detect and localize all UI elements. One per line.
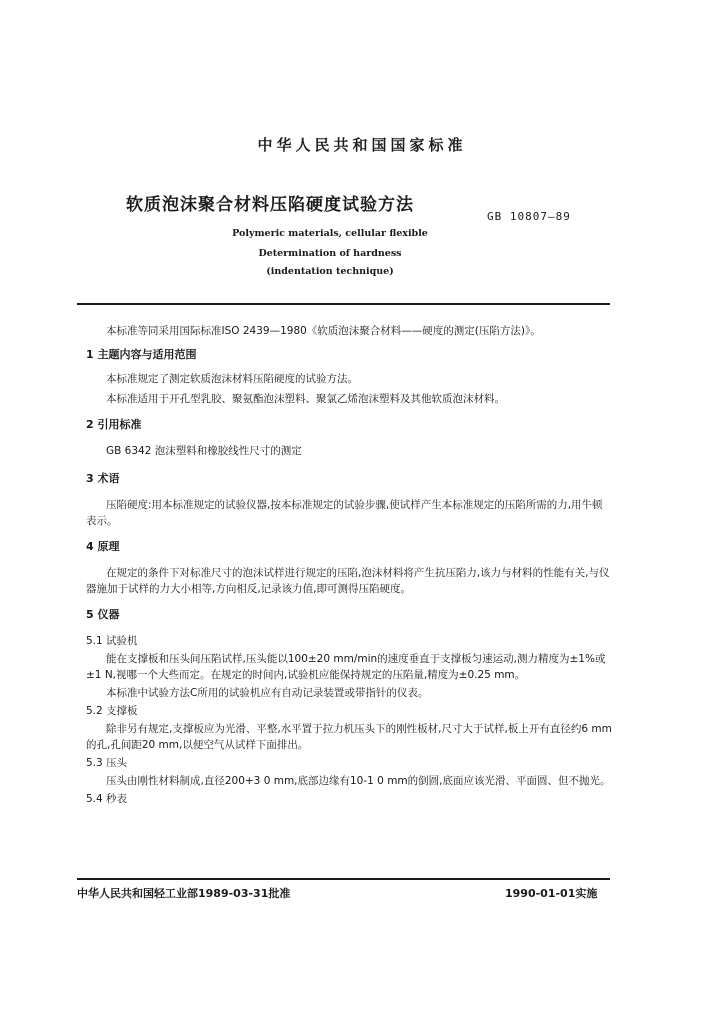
top-divider [77, 303, 610, 305]
english-title-line-1: Polymeric materials, cellular flexible [232, 228, 428, 239]
intro-paragraph: 本标准等同采用国际标准ISO 2439—1980《软质泡沫聚合材料——硬度的测定(压陷方法)》。 [106, 325, 541, 337]
section-5-1-heading: 5.1 试验机 [86, 635, 138, 647]
document-title: 软质泡沫聚合材料压陷硬度试验方法 [126, 195, 414, 215]
section-2-paragraph: GB 6342 泡沫塑料和橡胶线性尺寸的测定 [106, 445, 302, 457]
standard-code: GB 10807—89 [487, 210, 571, 223]
section-5-4-heading: 5.4 秒表 [86, 793, 128, 805]
section-5-3-heading: 5.3 压头 [86, 757, 128, 769]
english-title-line-2: Determination of hardness [258, 248, 402, 259]
section-1-heading: 1 主题内容与适用范围 [86, 348, 197, 361]
section-5-2-heading: 5.2 支撑板 [86, 705, 138, 717]
section-1-paragraph-1: 本标准规定了测定软质泡沫材料压陷硬度的试验方法。 [106, 373, 358, 385]
section-5-3-paragraph: 压头由刚性材料制成,直径200+3 0 mm,底部边缘有10-1 0 mm的倒圆,底面应该光滑、平面圆、但不抛光。 [106, 775, 611, 787]
section-4-paragraph: 在规定的条件下对标准尺寸的泡沫试样进行规定的压陷,泡沫材料将产生抗压陷力,该力与材料的性能有关,与仪器施加于试样的力大小相等,方向相反,记录该力值,即可测得压陷硬度。 [86, 567, 610, 595]
section-5-heading: 5 仪器 [86, 608, 120, 621]
bottom-divider [77, 878, 610, 880]
section-5-2-paragraph: 除非另有规定,支撑板应为光滑、平整,水平置于拉力机压头下的刚性板材,尺寸大于试样,板上开有直径约6 mm的孔,孔间距20 mm,以便空气从试样下面排出。 [86, 723, 612, 751]
document-body [86, 323, 612, 807]
section-4-heading: 4 原理 [86, 540, 120, 553]
section-2-heading: 2 引用标准 [86, 418, 142, 431]
national-standard-heading: 中华人民共和国国家标准 [257, 136, 467, 154]
section-3-paragraph: 压陷硬度:用本标准规定的试验仪器,按本标准规定的试验步骤,使试样产生本标准规定的压陷所需的力,用牛顿表示。 [86, 499, 603, 527]
section-3-heading: 3 术语 [86, 472, 120, 485]
implementation-date: 1990-01-01实施 [505, 887, 598, 900]
approval-date: 中华人民共和国轻工业部1989-03-31批准 [77, 887, 291, 900]
section-5-1-paragraph-2: 本标准中试验方法C所用的试验机应有自动记录装置或带指针的仪表。 [106, 687, 429, 699]
english-title-line-3: (indentation technique) [266, 266, 394, 277]
section-5-1-paragraph-1: 能在支撑板和压头间压陷试样,压头能以100±20 mm/min的速度垂直于支撑板匀速运动,测力精度为±1%或±1 N,视哪一个大些而定。在规定的时间内,试验机应能保持规定的压陷量,精度为±0.25 mm。 [86, 653, 606, 681]
section-1-paragraph-2: 本标准适用于开孔型乳胶、聚氨酯泡沫塑料、聚氯乙烯泡沫塑料及其他软质泡沫材料。 [106, 393, 505, 405]
